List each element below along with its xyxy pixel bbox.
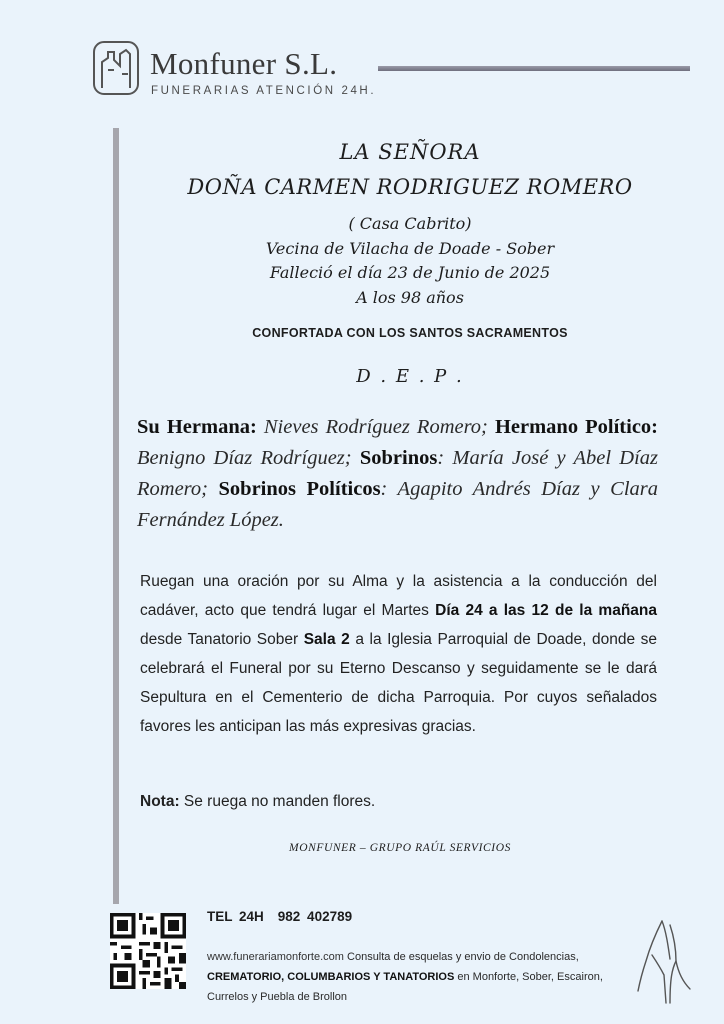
- deceased-name: DOÑA CARMEN RODRIGUEZ ROMERO: [187, 175, 633, 199]
- ceremony-text-2: desde Tanatorio Sober: [140, 631, 304, 648]
- death-date: Falleció el día 23 de Junio de 2025: [269, 263, 551, 282]
- brand-subtitle: FUNERARIAS ATENCIÓN 24H.: [151, 85, 377, 97]
- nephews-names: : María José y Abel Díaz Romero;: [137, 447, 658, 500]
- tel-number[interactable]: 982 402789: [277, 909, 353, 924]
- sister-name: Nieves Rodríguez Romero;: [256, 416, 495, 438]
- nephews-political-names: : Agapito Andrés Díaz y Clara Fernández López.: [137, 478, 658, 531]
- sister-label: Su Hermana:: [137, 416, 257, 438]
- sacraments-line: CONFORTADA CON LOS SANTOS SACRAMENTOS: [252, 326, 568, 340]
- dep-line: D . E . P .: [356, 366, 464, 387]
- telephone-line: [207, 909, 352, 924]
- nephews-political-label: Sobrinos Políticos: [218, 478, 381, 500]
- qr-code-icon[interactable]: [110, 913, 186, 989]
- brand-name: Monfuner S.L.: [150, 46, 338, 81]
- ceremony-text-3: a la Iglesia Parroquial de Doade, donde se celebrará el Funeral por su Eterno Descanso y seguidamente se le dará Sepultura en el Cementerio de dicha Parroquia. Por cuyos señalados favores les anticipan las más expresivas gracias.: [140, 631, 657, 735]
- ceremony-date: Día 24 a las 12 de la mañana: [435, 602, 658, 619]
- age: A los 98 años: [356, 288, 464, 307]
- ceremony-text-1: Ruegan una oración por su Alma y la asistencia a la conducción del cadáver, acto que tendrá lugar el Martes: [140, 573, 657, 619]
- nephews-label: Sobrinos: [359, 447, 438, 469]
- footer-info: [207, 947, 647, 1007]
- note-label: Nota:: [140, 793, 180, 810]
- title-line-1: LA SEÑORA: [339, 140, 481, 164]
- tel-label: TEL 24H: [207, 909, 264, 924]
- brother-in-law-name: Benigno Díaz Rodríguez;: [137, 447, 360, 469]
- brother-in-law-label: Hermano Político:: [494, 416, 658, 438]
- note-line: [140, 793, 375, 811]
- ceremony-paragraph: [140, 567, 657, 741]
- praying-hands-icon: [636, 915, 692, 1005]
- monfuner-logo-icon: [92, 40, 140, 96]
- header-divider: [378, 66, 690, 71]
- signature: MONFUNER – GRUPO RAÚL SERVICIOS: [289, 842, 511, 854]
- services-list: CREMATORIO, COLUMBARIOS Y TANATORIOS: [207, 971, 455, 983]
- footer-text-2: en Monforte, Sober, Escairon, Currelos y Puebla de Brollon: [207, 971, 603, 1003]
- ceremony-room: Sala 2: [303, 631, 350, 648]
- nickname: ( Casa Cabrito): [348, 214, 472, 233]
- side-decorative-bar: [113, 128, 119, 904]
- residence: Vecina de Vilacha de Doade - Sober: [265, 239, 555, 258]
- footer-text-1: Consulta de esquelas y envio de Condolencias,: [343, 951, 579, 963]
- family-paragraph: [137, 412, 658, 536]
- note-text: Se ruega no manden flores.: [179, 793, 376, 810]
- website-link[interactable]: www.funerariamonforte.com: [207, 951, 344, 963]
